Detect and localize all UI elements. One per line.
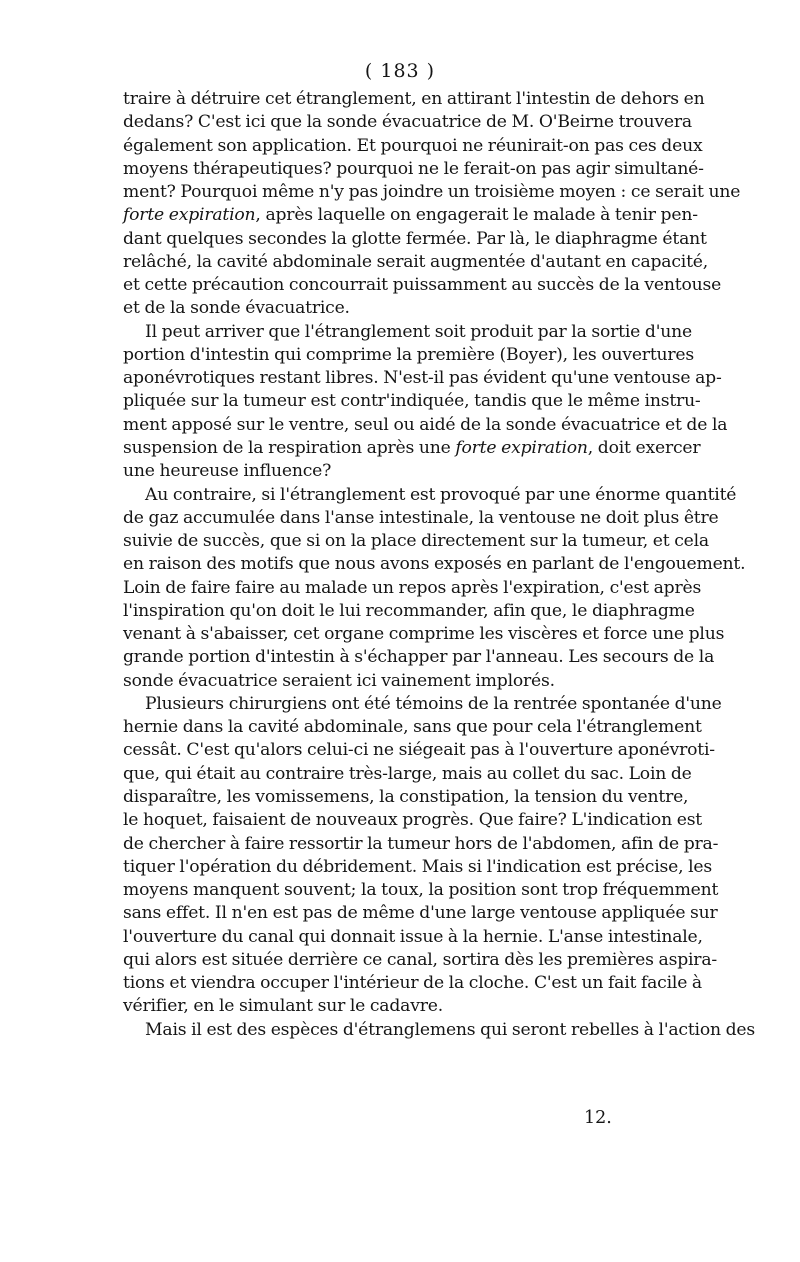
signature-mark: 12.	[584, 1108, 612, 1128]
text-line	[123, 390, 701, 413]
text-line	[123, 949, 717, 972]
text-line-content: dedans? C'est ici que la sonde évacuatrice de M. O'Beirne trouvera	[123, 112, 692, 133]
text-line	[123, 739, 715, 762]
text-line	[123, 646, 715, 669]
text-line-content: pliquée sur la tumeur est contr'indiquée, tandis que le même instru-	[123, 391, 701, 412]
text-line	[123, 833, 719, 856]
page-number: ( 183 )	[364, 60, 436, 82]
text-line-content: aponévrotiques restant libres. N'est-il pas évident qu'une ventouse ap-	[123, 368, 722, 389]
text-line-content: hernie dans la cavité abdominale, sans que pour cela l'étranglement	[123, 717, 702, 738]
text-line-continuation: , doit exercer	[587, 437, 701, 458]
text-line-content: et de la sonde évacuatrice.	[123, 298, 350, 319]
text-line-continuation: , après laquelle on engagerait le malade à tenir pen-	[255, 205, 698, 226]
text-line	[123, 763, 692, 786]
text-line	[123, 856, 713, 879]
text-line	[123, 577, 702, 600]
text-line	[123, 274, 722, 297]
text-line	[123, 158, 704, 181]
text-line-content: Loin de faire faire au malade un repos après l'expiration, c'est après	[123, 577, 702, 598]
text-line-content: suivie de succès, que si on la place directement sur la tumeur, et cela	[123, 531, 709, 552]
text-line-content: ment? Pourquoi même n'y pas joindre un troisième moyen : ce serait une	[123, 182, 741, 203]
text-line-content: dant quelques secondes la glotte fermée. Par là, le diaphragme étant	[123, 228, 707, 249]
text-line-content: traire à détruire cet étranglement, en attirant l'intestin de dehors en	[123, 89, 705, 109]
text-line-content: moyens manquent souvent; la toux, la position sont trop fréquemment	[123, 880, 719, 901]
text-line-content: une heureuse influence?	[123, 461, 332, 482]
text-line	[123, 204, 698, 227]
text-line-content: ment apposé sur le ventre, seul ou aidé de la sonde évacuatrice et de la	[123, 414, 728, 435]
text-line-content: portion d'intestin qui comprime la première (Boyer), les ouvertures	[123, 344, 695, 365]
text-line-content: également son application. Et pourquoi ne réunirait-on pas ces deux	[123, 135, 703, 156]
text-line-content: venant à s'abaisser, cet organe comprime les viscères et force une plus	[123, 624, 725, 645]
text-line	[123, 693, 722, 716]
text-line	[123, 670, 684, 693]
text-line	[123, 181, 741, 204]
text-line-content: Mais il est des espèces d'étranglemens qui seront rebelles à l'action des	[145, 1019, 756, 1040]
text-line	[123, 460, 684, 483]
text-line-content: cessât. C'est qu'alors celui-ci ne siégeait pas à l'ouverture aponévroti-	[123, 740, 715, 761]
text-line	[123, 321, 692, 344]
italic-phrase: forte expiration	[123, 205, 256, 226]
text-line-content: l'inspiration qu'on doit le lui recommander, afin que, le diaphragme	[123, 600, 695, 621]
text-line	[123, 344, 695, 367]
text-line-content: de chercher à faire ressortir la tumeur hors de l'abdomen, afin de pra-	[123, 833, 719, 854]
text-line	[123, 716, 702, 739]
text-line	[123, 228, 707, 251]
text-line-content: Plusieurs chirurgiens ont été témoins de la rentrée spontanée d'une	[145, 693, 722, 714]
text-line-content: et cette précaution concourrait puissamment au succès de la ventouse	[123, 275, 722, 296]
text-line-content: le hoquet, faisaient de nouveaux progrès. Que faire? L'indication est	[123, 810, 703, 831]
italic-phrase: forte expiration	[455, 437, 588, 458]
text-line	[123, 437, 701, 460]
text-line	[123, 297, 684, 320]
text-line	[123, 972, 702, 995]
text-line-content: qui alors est située derrière ce canal, sortira dès les premières aspira-	[123, 949, 717, 970]
text-line	[123, 111, 692, 134]
text-line	[123, 995, 684, 1018]
text-line-content: relâché, la cavité abdominale serait augmentée d'autant en capacité,	[123, 251, 709, 272]
text-line-content: tions et viendra occuper l'intérieur de la cloche. C'est un fait facile à	[123, 973, 702, 994]
text-line	[123, 88, 705, 111]
text-line	[123, 600, 695, 623]
text-line	[123, 1019, 756, 1042]
text-line	[123, 879, 719, 902]
text-line	[123, 623, 725, 646]
text-line-content: en raison des motifs que nous avons exposés en parlant de l'engouement.	[123, 554, 746, 575]
text-line	[123, 484, 737, 507]
text-line-content: Il peut arriver que l'étranglement soit produit par la sortie d'une	[145, 321, 692, 342]
text-line-content: Au contraire, si l'étranglement est provoqué par une énorme quantité	[145, 484, 737, 505]
text-line	[123, 367, 722, 390]
text-line-content: tiquer l'opération du débridement. Mais si l'indication est précise, les	[123, 856, 713, 877]
text-line	[123, 902, 718, 925]
text-line-content: sans effet. Il n'en est pas de même d'une large ventouse appliquée sur	[123, 903, 718, 924]
text-line-content: l'ouverture du canal qui donnait issue à la hernie. L'anse intestinale,	[123, 926, 703, 947]
text-line-content: moyens thérapeutiques? pourquoi ne le ferait-on pas agir simultané-	[123, 158, 704, 179]
text-line-content: vérifier, en le simulant sur le cadavre.	[123, 996, 443, 1017]
text-line	[123, 135, 703, 158]
text-line-content: disparaître, les vomissemens, la constipation, la tension du ventre,	[123, 786, 689, 807]
text-line-content: sonde évacuatrice seraient ici vainement implorés.	[123, 670, 555, 691]
text-line	[123, 926, 703, 949]
text-line-content: de gaz accumulée dans l'anse intestinale, la ventouse ne doit plus être	[123, 507, 719, 528]
text-line	[123, 786, 689, 809]
text-line-content: grande portion d'intestin à s'échapper par l'anneau. Les secours de la	[123, 647, 715, 668]
text-line	[123, 553, 746, 576]
text-line	[123, 530, 709, 553]
text-line	[123, 251, 709, 274]
text-line-content: suspension de la respiration après une	[123, 437, 456, 458]
text-line	[123, 414, 728, 437]
text-line	[123, 507, 719, 530]
text-line	[123, 809, 703, 832]
body-text	[123, 88, 756, 1042]
text-line-content: que, qui était au contraire très-large, mais au collet du sac. Loin de	[123, 763, 692, 784]
